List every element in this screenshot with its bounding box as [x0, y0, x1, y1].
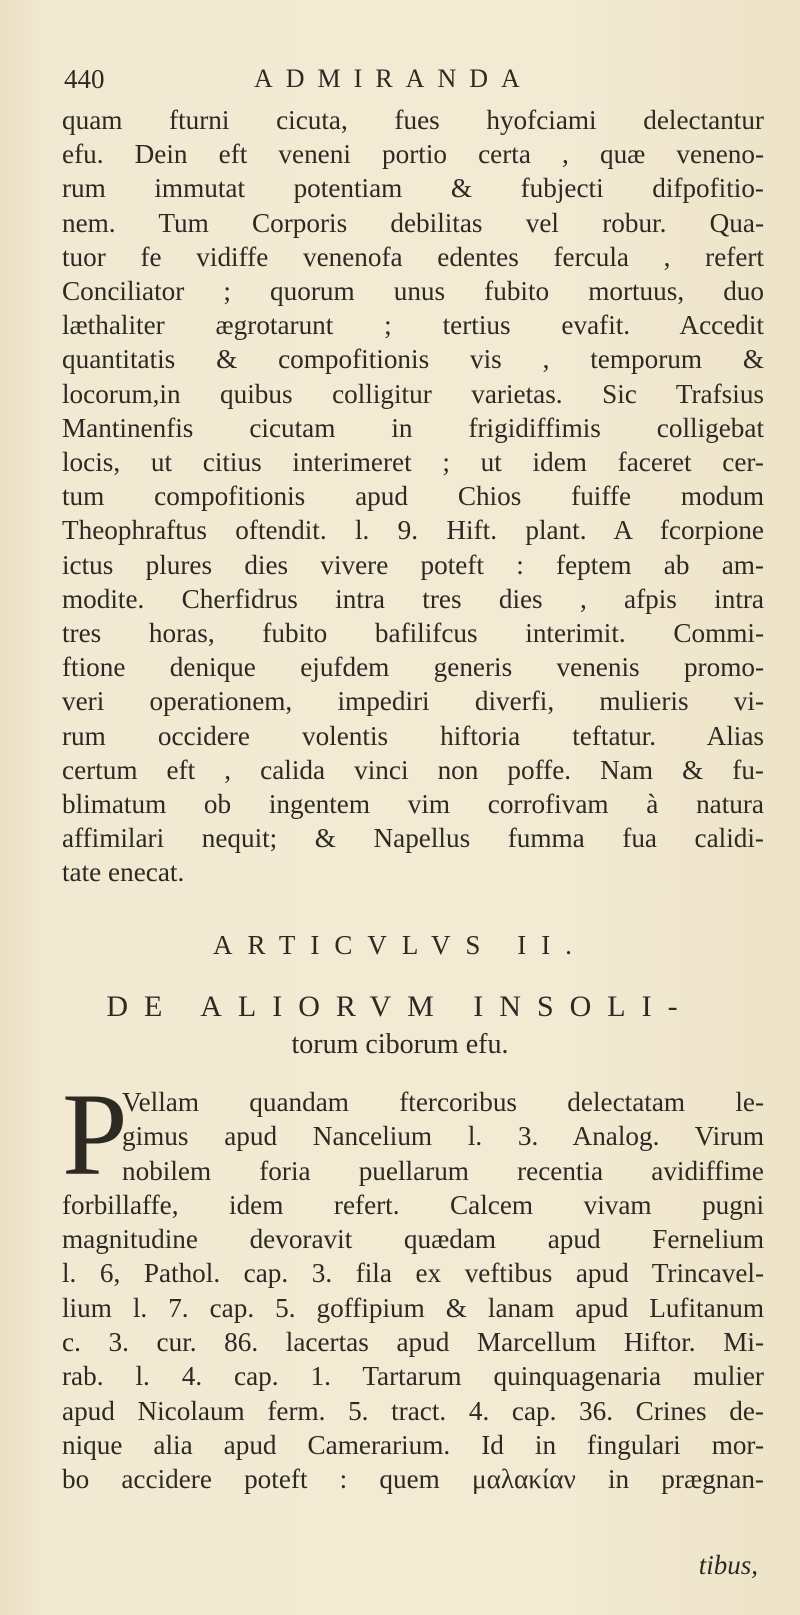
text-line: bo accidere poteft : quem μαλακίαν in prægnan- — [62, 1464, 764, 1495]
text-line: certum eft , calida vinci non poffe. Nam & fu- — [62, 754, 764, 785]
text-line: veri operationem, impediri diverfi, mulieris vi- — [62, 686, 764, 717]
text-line: rum immutat potentiam & fubjecti difpofitio- — [62, 173, 764, 204]
text-line: c. 3. cur. 86. lacertas apud Marcellum Hiftor. Mi- — [62, 1327, 764, 1358]
text-line: Vellam quandam ftercoribus delectatam le- — [122, 1087, 764, 1117]
text-line: magnitudine devoravit quædam apud Fernelium — [62, 1224, 764, 1255]
running-title: ADMIRANDA — [254, 64, 533, 93]
text-line: Theophraftus oftendit. l. 9. Hift. plant. A fcorpione — [62, 515, 764, 546]
text-line: nique alia apud Camerarium. Id in fingulari mor- — [62, 1429, 764, 1460]
section-subtitle: torum ciborum efu. — [291, 1029, 509, 1060]
section-title: DE ALIORVM INSOLI- — [106, 990, 694, 1023]
text-line: locorum,in quibus colligitur varietas. Sic Trafsius — [62, 378, 764, 409]
text-line: affimilari nequit; & Napellus fumma fua calidi- — [62, 823, 764, 854]
text-line: forbillaffe, idem refert. Calcem vivam pugni — [62, 1189, 764, 1220]
text-line: modite. Cherfidrus intra tres dies , afpis intra — [62, 583, 764, 614]
text-line: quam fturni cicuta, fues hyofciami delectantur — [62, 105, 764, 135]
text-line: rum occidere volentis hiftoria teftatur. Alias — [62, 720, 764, 751]
text-line: apud Nicolaum ferm. 5. tract. 4. cap. 36. Crines de- — [62, 1395, 764, 1426]
text-line: ictus plures dies vivere poteft : feptem ab am- — [62, 549, 764, 580]
text-line: l. 6, Pathol. cap. 3. fila ex veftibus apud Trincavel- — [62, 1258, 764, 1289]
text-line: rab. l. 4. cap. 1. Tartarum quinquagenaria mulier — [62, 1361, 764, 1392]
text-line: nem. Tum Corporis debilitas vel robur. Qua- — [62, 207, 764, 238]
text-line: gimus apud Nancelium l. 3. Analog. Virum — [122, 1121, 764, 1152]
text-line: blimatum ob ingentem vim corrofivam à natura — [62, 789, 764, 820]
text-line: quantitatis & compofitionis vis , temporum & — [62, 344, 764, 375]
drop-cap: P — [62, 1069, 128, 1200]
text-line: tate enecat. — [62, 857, 185, 888]
text-line: ftione denique ejufdem generis venenis promo- — [62, 652, 764, 683]
text-line: tuor fe vidiffe venenofa edentes fercula , refert — [62, 241, 764, 272]
text-line: locis, ut citius interimeret ; ut idem faceret cer- — [62, 447, 764, 478]
text-line: efu. Dein eft veneni portio certa , quæ veneno- — [62, 139, 764, 170]
text-line: Mantinenfis cicutam in frigidiffimis colligebat — [62, 412, 764, 443]
body-paragraph — [62, 103, 764, 890]
body-paragraph-2 — [62, 1069, 764, 1497]
text-line: nobilem foria puellarum recentia avidiffime — [122, 1155, 764, 1186]
section-heading: ARTICVLVS II. — [213, 930, 587, 960]
text-line: Conciliator ; quorum unus fubito mortuus, duo — [62, 276, 764, 307]
text-line: læthaliter ægrotarunt ; tertius evafit. Accedit — [62, 310, 764, 341]
text-line: lium l. 7. cap. 5. goffipium & lanam apud Lufitanum — [62, 1292, 764, 1323]
page-header — [64, 64, 764, 104]
catchword: tibus, — [698, 1550, 758, 1580]
page-number: 440 — [64, 64, 105, 94]
text-line: tres horas, fubito bafilifcus interimit. Commi- — [62, 618, 764, 649]
text-line: tum compofitionis apud Chios fuiffe modum — [62, 481, 764, 512]
